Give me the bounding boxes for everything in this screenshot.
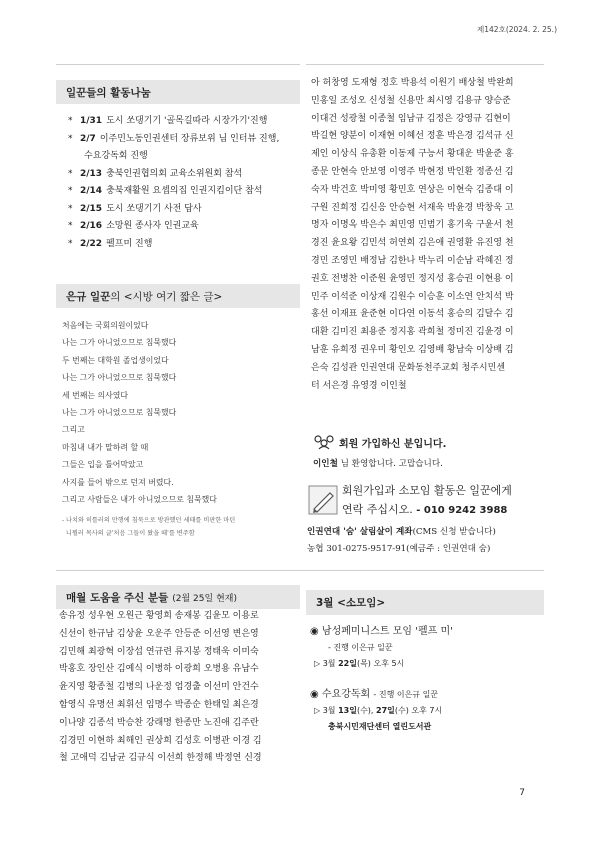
activity-text: 이주민노동인권센터 장류보위 님 인터뷰 진행, <box>99 133 280 144</box>
activity-text: 소망원 종사자 인권교육 <box>106 221 199 231</box>
poem-body <box>62 317 302 508</box>
poem-note-line: - 나치와 히틀러의 만행에 침묵으로 방관했던 세태를 비판한 마틴 <box>62 517 236 524</box>
activity-text: 펠프미 진행 <box>106 238 153 249</box>
donor-names-line: 명자 이명옥 박은수 최민영 민범기 홍기욱 구윤서 천 <box>311 220 514 231</box>
donors-list-right <box>311 75 545 395</box>
poem-line: 그리고 <box>62 425 85 435</box>
activity-bullet: * <box>68 186 73 196</box>
poem-line: 그들은 입을 틀어막았고 <box>62 460 144 470</box>
activity-date: 2/15 <box>80 203 103 214</box>
activity-bullet <box>68 148 80 166</box>
donor-names-line: 구원 진희정 김신응 안승현 서재욱 박윤경 박창욱 고 <box>311 202 514 213</box>
donor-names-line: 홍선 이재표 윤준현 이다연 이동석 홍승의 김달수 김 <box>311 309 514 320</box>
join-text: 회원가입과 소모임 활동은 일꾼에게 연락 주십시오. - 010 9242 3988 <box>342 484 512 516</box>
activity-item <box>68 148 300 166</box>
activity-bullet: * <box>68 238 73 249</box>
donor-names-line: 신선이 한규남 김상윤 오운주 안등준 이선영 변은영 <box>59 628 259 639</box>
top-rule-right <box>306 64 544 65</box>
donor-names-line: 이나양 김종석 박승찬 강래명 한종만 노진애 김주란 <box>59 717 259 728</box>
activity-item <box>68 236 300 254</box>
section-rule <box>56 570 544 571</box>
poem-line: 마침내 내가 말하려 할 때 <box>62 442 149 452</box>
welcome-title: 회원 가입하신 분입니다. <box>313 434 446 450</box>
poem-line: 그리고 사람들은 내가 아니었으므로 침묵했다 <box>62 495 217 505</box>
activity-bullet: * <box>68 133 73 144</box>
activity-item <box>68 166 300 184</box>
welcome-message: 이인철 님 환영합니다. 고맙습니다. <box>313 459 443 469</box>
phone-number: - 010 9242 3988 <box>416 505 508 516</box>
circle-bullet-icon: ◉ <box>310 689 319 700</box>
activity-text: 충북인권협의회 교육소위원회 참석 <box>106 168 243 179</box>
donor-names-line: 권호 전병찬 이준원 윤영민 정지성 홍승권 이현용 이 <box>311 273 514 284</box>
activity-date: 2/14 <box>80 186 103 196</box>
issue-label: 제142호(2024. 2. 25.) <box>477 25 557 34</box>
people-icon <box>313 434 335 450</box>
poem-note-line: 니묄러 목사의 글'처음 그들이 왔을 때'를 변주함 <box>62 529 195 537</box>
poem-line: 나는 그가 아니었으므로 침묵했다 <box>62 338 177 348</box>
activity-date: 2/13 <box>80 168 103 179</box>
activity-item <box>68 131 300 149</box>
donor-names-line: 민홍일 조성오 신성철 신용만 최시영 김용규 양승준 <box>311 95 511 106</box>
poem-line: 두 번째는 대학원 졸업생이었다 <box>62 355 169 365</box>
poem-line: 사지를 들어 밖으로 던져 버렸다. <box>62 477 174 487</box>
donor-names-line: 송유정 성우현 오원근 황영희 송재봉 김윤모 이용로 <box>59 611 259 621</box>
donor-names-line: 터 서은경 유영경 이인철 <box>311 380 407 391</box>
donors-list-left <box>59 608 299 768</box>
activity-item <box>68 183 300 201</box>
donors-title: 매월 도움을 주신 분들 (2월 25일 현재) <box>56 585 300 609</box>
donor-names-line: 은숙 김성관 인권연대 문화동천주교회 청주시민센 <box>311 362 506 373</box>
circle-bullet-icon: ◉ <box>310 626 319 637</box>
account-info: 인권연대 '숨' 살림살이 계좌(CMS 신청 받습니다) 농협 301-0275-9517-91(예금주 : 인권연대 숨) <box>307 527 496 554</box>
poem-line: 나는 그가 아니었으므로 침묵했다 <box>62 373 177 383</box>
activity-bullet: * <box>68 203 73 214</box>
activity-text: 도시 쏘댕기기 사전 답사 <box>106 203 202 214</box>
donor-names-line: 아 허창영 도재형 정호 박용석 이원기 배상철 박완희 <box>311 78 514 88</box>
donor-names-line: 이대건 성광철 이종철 임남규 김정은 강영규 김현이 <box>311 113 511 124</box>
donor-names-line: 철 고애덕 김남균 김규식 이선희 한정해 박정연 신경 <box>59 753 262 764</box>
activity-date: 2/22 <box>80 238 103 249</box>
activity-date: 1/31 <box>80 116 103 126</box>
top-rule <box>56 64 300 65</box>
triangle-bullet-icon: ▷ <box>314 706 321 715</box>
donor-names-line: 경민 조영민 배정남 김한나 박누리 이순남 곽혜진 정 <box>311 255 514 266</box>
poem-title: 은규 일꾼 의 <시방 여기 짧은 글> <box>56 284 300 308</box>
activities-title: 일꾼들의 활동나눔 <box>56 80 300 104</box>
triangle-bullet-icon: ▷ <box>314 659 321 668</box>
activities-list <box>68 113 300 253</box>
activity-item <box>68 201 300 219</box>
pencil-icon <box>308 485 338 515</box>
activity-date: 2/7 <box>80 133 96 144</box>
poem-line: 세 번째는 의사였다 <box>62 390 128 400</box>
donor-names-line: 남훈 유희정 권우미 황인오 김영배 황남숙 이상배 김 <box>311 344 514 355</box>
donor-names-line: 경진 윤요왕 김민석 허연희 김은애 권영환 유진영 천 <box>311 238 514 249</box>
poem-note <box>62 515 302 540</box>
donor-names-line: 박길현 양분이 이재현 이혜선 정훈 박은경 김석규 신 <box>311 131 514 142</box>
meetings-title: 3월 <소모임> <box>306 590 544 615</box>
donor-names-line: 대환 김미진 최용준 정지홍 곽희철 정미진 김윤경 이 <box>311 327 514 338</box>
meeting-feminist: ◉ 남성페미니스트 모임 '펠프 미' - 진행 이은규 일꾼 ▷ 3월 22일(목) 오후 5시 <box>310 626 453 668</box>
activity-text: 충북재활원 요셉의집 인권지킴이단 참석 <box>106 186 263 196</box>
donor-names-line: 숙자 박건호 박미영 황민호 연상은 이현숙 김종대 이 <box>311 184 514 195</box>
poem-line: 처음에는 국회의원이었다 <box>62 321 149 330</box>
activity-item <box>68 218 300 236</box>
poem-line: 나는 그가 아니었으므로 침묵했다 <box>62 408 177 418</box>
activity-bullet: * <box>68 116 73 126</box>
donor-names-line: 박홍호 장인산 김예식 이병하 이광희 오병용 유남수 <box>59 664 259 675</box>
donor-names-line: 종문 안현숙 안보영 이영주 박현정 박인환 정종선 김 <box>311 166 514 177</box>
donor-names-line: 함영식 유명선 최휘선 임명수 박종순 한태일 최은경 <box>59 699 259 710</box>
donor-names-line: 김민해 최광혁 이장섭 연규련 류지봉 정태욱 이미숙 <box>59 646 259 657</box>
page-number: 7 <box>519 788 525 798</box>
activity-text: 수요강독회 진행 <box>84 151 148 161</box>
activity-text: 도시 쏘댕기기 '골목길따라 시장가기'진행 <box>106 116 268 126</box>
activity-item <box>68 113 300 131</box>
donor-names-line: 윤지영 황종철 김병의 나운정 엄경출 이선미 안건수 <box>59 682 259 693</box>
meeting-reading: ◉ 수요강독회 - 진행 이은규 일꾼 ▷ 3월 13일(수), 27일(수) 오후 7시 충북시민재단센터 열린도서관 <box>310 689 443 731</box>
donor-names-line: 김경민 이현하 최해인 권상희 김성호 이병관 이경 김 <box>59 735 262 746</box>
activity-date: 2/16 <box>80 221 103 231</box>
donor-names-line: 민주 이석준 이상재 김원수 이승훈 이소연 안치석 박 <box>311 291 514 302</box>
activity-bullet: * <box>68 168 73 179</box>
donor-names-line: 제인 이상식 유총환 이동제 구능서 황대운 박윤준 홍 <box>311 149 514 160</box>
activity-bullet: * <box>68 221 73 231</box>
